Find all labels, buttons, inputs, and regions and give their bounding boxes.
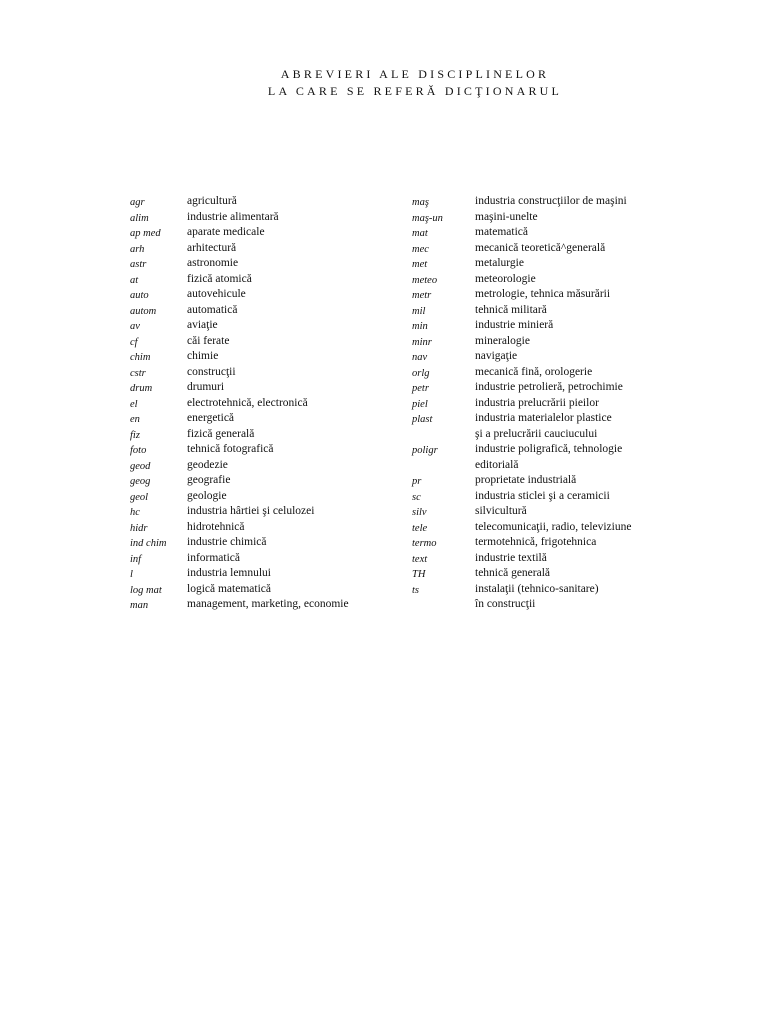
abbreviation-definition: geologie	[187, 489, 227, 502]
abbreviation-definition: mecanică teoretică^generală	[475, 241, 606, 254]
abbreviation-definition: maşini-unelte	[475, 210, 538, 223]
abbreviation-term: geog	[130, 476, 151, 487]
abbreviation-term: en	[130, 414, 140, 425]
abbreviation-definition: electrotehnică, electronică	[187, 396, 308, 409]
abbreviation-definition: industria lemnului	[187, 567, 272, 579]
abbreviation-definition: editorială	[475, 458, 519, 471]
abbreviation-definition: tehnică militară	[475, 303, 547, 316]
abbreviation-term: geol	[130, 491, 149, 503]
abbreviation-definition: industria prelucrării pieilor	[475, 396, 599, 409]
abbreviation-term: mec	[412, 243, 429, 255]
abbreviation-definition: căi ferate	[187, 334, 230, 347]
page-title-line-1: ABREVIERI ALE DISCIPLINELOR	[280, 67, 550, 81]
abbreviation-term: agr	[130, 197, 145, 208]
abbreviation-term: plast	[412, 414, 433, 425]
abbreviation-term: minr	[412, 336, 432, 348]
abbreviation-definition: chimie	[187, 350, 219, 362]
abbreviation-definition: meteorologie	[475, 272, 536, 285]
abbreviation-term: text	[412, 553, 428, 565]
abbreviation-term: av	[130, 321, 140, 332]
abbreviation-definition: hidrotehnică	[187, 520, 245, 533]
abbreviation-term: maş	[412, 197, 429, 208]
abbreviation-definition: industrie textilă	[475, 551, 547, 564]
abbreviation-definition: în construcţii	[475, 598, 536, 610]
abbreviation-definition: proprietate industrială	[475, 474, 577, 486]
abbreviation-term: sc	[412, 491, 421, 503]
abbreviation-definition: geografie	[187, 474, 231, 486]
abbreviation-definition: industrie chimică	[187, 536, 267, 548]
abbreviation-term: petr	[412, 383, 429, 394]
abbreviation-definition: metrologie, tehnica măsurării	[475, 288, 611, 300]
abbreviation-definition: silvicultură	[475, 505, 527, 517]
abbreviation-term: TH	[412, 569, 426, 580]
abbreviation-definition: construcţii	[187, 365, 236, 378]
abbreviation-term: man	[130, 600, 149, 611]
abbreviation-definition: geodezie	[187, 458, 228, 471]
abbreviation-definition: aviaţie	[187, 319, 218, 331]
abbreviation-definition: informatică	[187, 551, 241, 564]
abbreviation-definition: arhitectură	[187, 241, 237, 254]
abbreviation-term: ind chim	[130, 538, 167, 549]
abbreviation-definition: mecanică fină, orologerie	[475, 365, 593, 378]
abbreviation-definition: astronomie	[187, 257, 239, 269]
abbreviation-term: cf	[130, 336, 138, 348]
abbreviation-term: fiz	[130, 429, 140, 441]
abbreviation-term: chim	[130, 352, 151, 363]
abbreviation-definition: navigaţie	[475, 350, 518, 362]
abbreviation-definition: fizică atomică	[187, 272, 252, 285]
abbreviation-definition: industria sticlei şi a ceramicii	[475, 489, 610, 502]
abbreviation-definition: agricultură	[187, 195, 237, 207]
abbreviation-definition: autovehicule	[187, 288, 246, 300]
abbreviation-term: mil	[412, 305, 426, 317]
abbreviation-term: at	[130, 274, 139, 286]
abbreviation-term: nav	[412, 352, 428, 363]
abbreviation-definition: telecomunicaţii, radio, televiziune	[475, 520, 632, 533]
abbreviation-definition: industrie petrolieră, petrochimie	[475, 381, 623, 393]
abbreviation-definition: industria hârtiei şi celulozei	[187, 505, 315, 517]
abbreviation-term: maş-un	[412, 212, 443, 224]
abbreviation-definition: matematică	[475, 226, 528, 238]
abbreviation-definition: tehnică fotografică	[187, 443, 274, 455]
abbreviation-definition: management, marketing, economie	[187, 598, 349, 610]
abbreviation-definition: metalurgie	[475, 257, 524, 269]
abbreviation-definition: aparate medicale	[187, 226, 265, 238]
abbreviation-term: drum	[130, 383, 153, 394]
abbreviation-term: foto	[130, 445, 147, 456]
page-title-line-2: LA CARE SE REFERĂ DICŢIONARUL	[267, 84, 563, 98]
abbreviation-term: arh	[130, 243, 145, 255]
abbreviation-definition: automatică	[187, 303, 238, 316]
abbreviation-definition: termotehnică, frigotehnica	[475, 536, 597, 548]
abbreviation-definition: şi a prelucrării cauciucului	[475, 427, 598, 440]
abbreviation-definition: industrie minieră	[475, 319, 554, 331]
abbreviation-term: autom	[130, 305, 157, 317]
abbreviation-term: el	[130, 398, 138, 410]
abbreviation-term: ts	[412, 584, 420, 596]
abbreviation-definition: industrie alimentară	[187, 210, 279, 223]
abbreviation-term: piel	[412, 398, 428, 410]
abbreviation-term: min	[412, 321, 428, 332]
abbreviation-term: geod	[130, 460, 151, 472]
abbreviation-term: astr	[130, 259, 147, 270]
abbreviation-term: poligr	[412, 445, 438, 456]
abbreviation-term: termo	[412, 538, 437, 549]
abbreviation-term: tele	[412, 522, 428, 534]
abbreviation-term: ap med	[130, 228, 161, 239]
abbreviation-term: l	[130, 569, 133, 580]
abbreviation-term: alim	[130, 212, 149, 224]
abbreviation-definition: instalaţii (tehnico-sanitare)	[475, 582, 599, 595]
abbreviation-term: auto	[130, 290, 149, 301]
abbreviation-term: hidr	[130, 522, 148, 534]
abbreviation-term: metr	[412, 290, 432, 301]
abbreviation-term: meteo	[412, 274, 438, 286]
abbreviation-term: cstr	[130, 367, 146, 379]
abbreviation-term: pr	[412, 476, 422, 487]
abbreviation-term: silv	[412, 507, 427, 518]
abbreviation-definition: industrie poligrafică, tehnologie	[475, 443, 623, 455]
abbreviation-definition: industria construcţiilor de maşini	[475, 195, 627, 207]
abbreviation-definition: industria materialelor plastice	[475, 412, 612, 424]
abbreviation-term: log mat	[130, 584, 162, 596]
abbreviation-term: met	[412, 259, 428, 270]
abbreviation-definition: fizică generală	[187, 427, 255, 440]
abbreviation-definition: mineralogie	[475, 334, 530, 347]
abbreviation-term: mat	[412, 228, 428, 239]
abbreviation-term: orlg	[412, 367, 430, 379]
abbreviation-definition: tehnică generală	[475, 567, 551, 579]
abbreviation-term: inf	[130, 553, 142, 565]
abbreviation-definition: logică matematică	[187, 582, 271, 595]
abbreviation-definition: energetică	[187, 412, 235, 424]
abbreviation-definition: drumuri	[187, 381, 225, 393]
abbreviation-term: hc	[130, 507, 140, 518]
